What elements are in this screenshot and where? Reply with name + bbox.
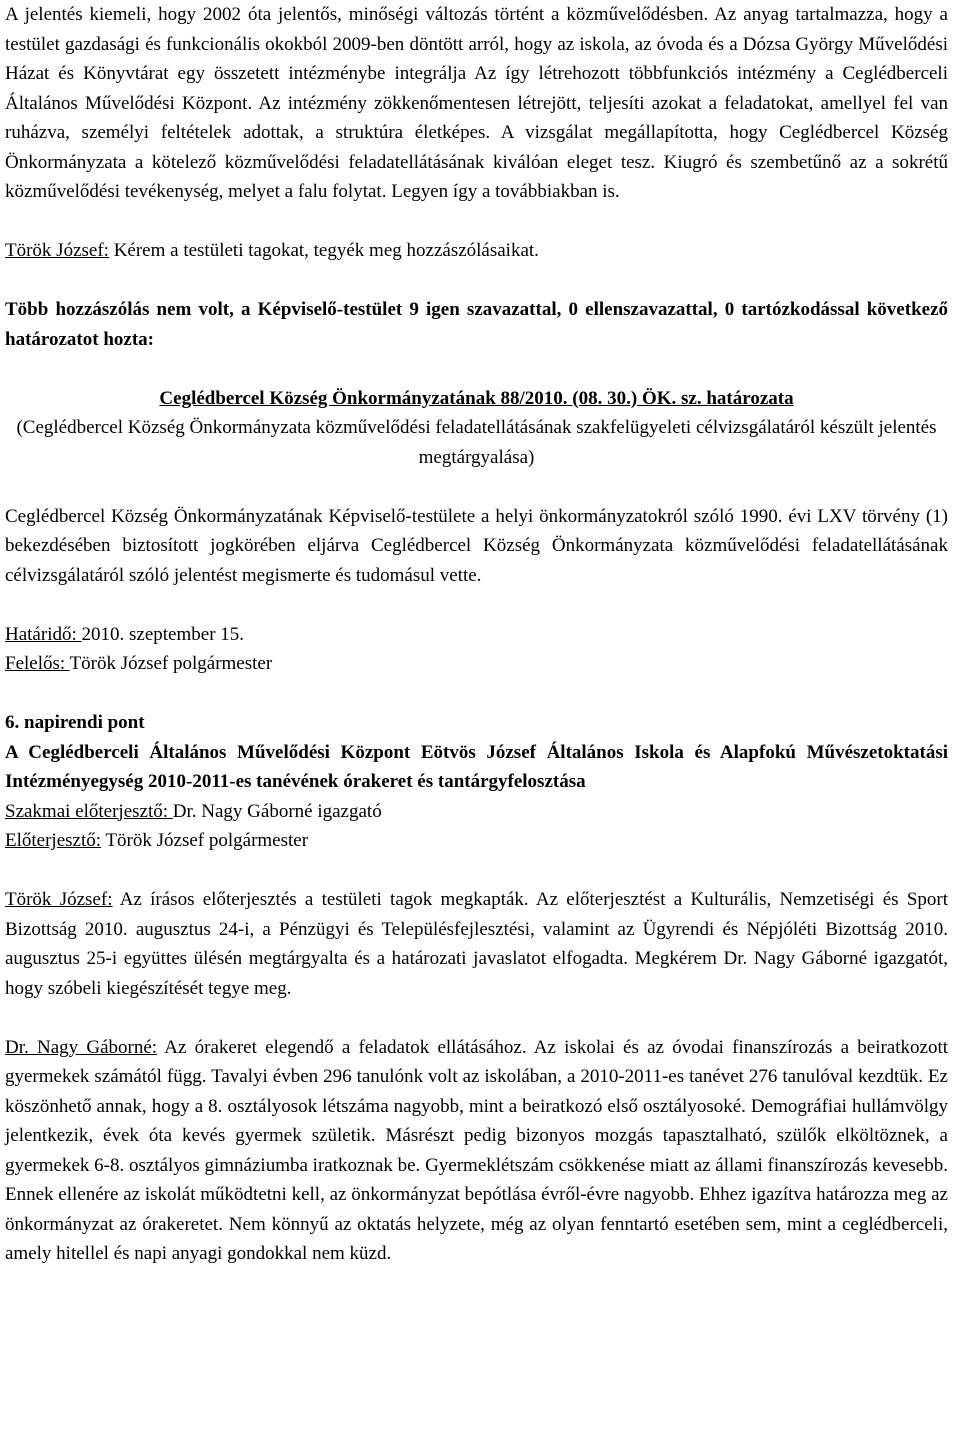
resolution-subtitle: (Ceglédbercel Község Önkormányzata közművelődési feladatellátásának szakfelügyeleti célvizsgálatáról készült jelentés megtárgyalása) (16, 417, 937, 468)
deadline-label: Határidő: (5, 623, 82, 645)
report-summary-paragraph: A jelentés kiemeli, hogy 2002 óta jelentős, minőségi változás történt a közművelődésben. Az anyag tartalmazza, hogy a testület gazdasági és funkcionális okokból 2009-ben döntött arról, hogy az iskola, az óvoda és a Dózsa György Művelődési Házat és Könyvtárat egy összetett intézménybe integrálja Az így létrehozott többfunkciós intézmény a Ceglédberceli Általános Művelődési Központ. Az intézmény zökkenőmentesen létrejött, teljesíti azokat a feladatokat, amellyel fel van ruházva, személyi feltételek adottak, a struktúra életképes. A vizsgálat megállapította, hogy Ceglédbercel Község Önkormányzata a kötelező közművelődési feladatellátásának kiválóan eleget tesz. Kiugró és szembetűnő az a sokrétű közművelődési tevékenység, melyet a falu folytat. Legyen így a továbbiakban is. (5, 4, 948, 202)
vote-statement: Több hozzászólás nem volt, a Képviselő-testület 9 igen szavazattal, 0 ellenszavazattal, 0 tartózkodással következő határozatot hozta: (5, 299, 948, 350)
expert-value: Dr. Nagy Gáborné igazgató (172, 800, 382, 822)
speaker-name: Török József: (5, 240, 109, 261)
speaker-name: Török József: (5, 889, 113, 910)
resolution-title: Ceglédbercel Község Önkormányzatának 88/2010. (08. 30.) ÖK. sz. határozata (159, 387, 794, 409)
agenda-title: A Ceglédberceli Általános Művelődési Központ Eötvös József Általános Iskola és Alapfokú Művészetoktatási Intézményegység 2010-2011-es tanévének órakeret és tantárgyfelosztása (5, 741, 948, 792)
resolution-deadline (5, 620, 948, 650)
responsible-label: Felelős: (5, 653, 70, 674)
chair-comment (5, 236, 948, 266)
speaker-text: Kérem a testületi tagokat, tegyék meg hozzászólásaikat. (108, 240, 539, 261)
presenter-value: Török József polgármester (101, 830, 309, 851)
resolution-body: Ceglédbercel Község Önkormányzatának Képviselő-testülete a helyi önkormányzatokról szóló 1990. évi LXV törvény (1) bekezdésében biztosított jogkörében eljárva Ceglédbercel Község Önkormányzata közművelődési feladatellátásának célvizsgálatáról szóló jelentést megismerte és tudomásul vette. (5, 505, 948, 586)
agenda-expert (5, 797, 948, 827)
director-statement (5, 1033, 948, 1269)
agenda-number: 6. napirendi pont (5, 712, 145, 733)
speaker-text: Az írásos előterjesztés a testületi tagok megkapták. Az előterjesztést a Kulturális, Nemzetiségi és Sport Bizottság 2010. augusztus 24-i, a Pénzügyi és Településfejlesztési, valamint az Ügyrendi és Népjóléti Bizottság 2010. augusztus 25-i együttes ülésén megtárgyalta és a határozati javaslatot elfogadta. Megkérem Dr. Nagy Gáborné igazgatót, hogy szóbeli kiegészítését tegye meg. (5, 889, 949, 999)
chair-introduction (5, 885, 948, 1003)
presenter-label: Előterjesztő: (5, 830, 102, 851)
resolution-responsible (5, 649, 948, 679)
speaker-name: Dr. Nagy Gáborné: (5, 1036, 158, 1058)
speaker-text: Az órakeret elegendő a feladatok ellátásához. Az iskolai és az óvodai finanszírozás a beiratkozott gyermekek számától függ. Tavalyi évben 296 tanulónk volt az iskolában, a 2010-2011-es tanévet 276 tanulóval kezdtük. Ez köszönhető annak, hogy a 8. osztályosok létszáma nagyobb, mint a beiratkozó első osztályosoké. Demográfiai hullámvölgy jelentkezik, évek óta kevés gyermek születik. Másrészt pedig bizonyos mozgás tapasztalható, szülők elköltöznek, a gyermekek 6-8. osztályos gimnáziumba iratkoznak be. Gyermeklétszám csökkenése miatt az állami finanszírozás kevesebb. Ennek ellenére az iskolát működtetni kell, az önkormányzat bepótlása évről-évre nagyobb. Ehhez igazítva határozza meg az önkormányzat az órakeretet. Nem könnyű az oktatás helyzete, még az olyan fenntartó esetében sem, mint a ceglédberceli, amely hitellel és napi anyagi gondokkal nem küzd. (5, 1036, 948, 1264)
expert-label: Szakmai előterjesztő: (5, 800, 173, 822)
agenda-presenter (5, 826, 948, 856)
responsible-value: Török József polgármester (69, 653, 273, 674)
deadline-value: 2010. szeptember 15. (81, 623, 245, 645)
